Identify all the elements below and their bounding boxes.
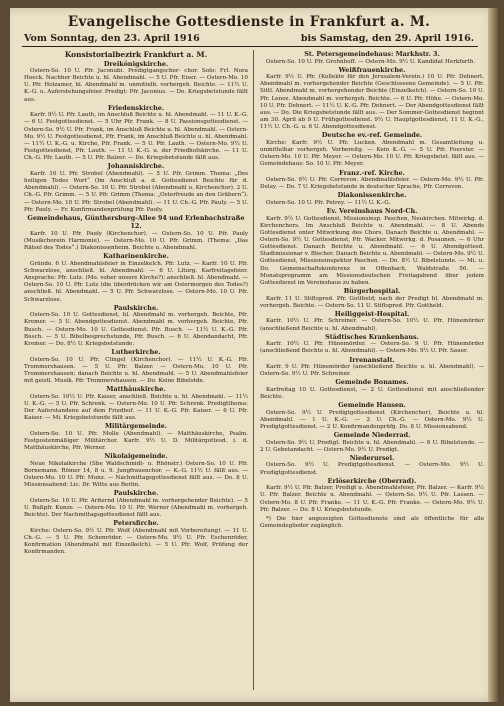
section-text: Karfr. 11 U. Stiftspred. Pfr. Gottheld; nach der Predigt hl. Abendmahl m. vorhergeh. Beichte. — Ostern-So. 11 U. Stiftspred. Pfr. Gottheld. <box>260 295 484 309</box>
section-heading: Städtisches Krankenhaus. <box>325 332 419 341</box>
section-text: Ostern-So. 10 U. Pfr. Grohnhoff. — Ostern-Mo. 9½ U. Kandidat Herkfurth. <box>266 58 476 65</box>
section-text: Karfreitag 10 U. Gottesdienst, — 2 U. Gottesdienst mit anschließender Beichte. <box>260 386 484 400</box>
section-heading: Lutherkirche. <box>111 348 161 356</box>
section-text: Neue Nikolaikirche (Sbe Waldschmidt- u. Rhönstr.) Ostern-So. 10 U. Pfr. Bornemann. Römer 14, 8 u. 9. Jungfrauenchor. — K.-G. 11½ U. fällt aus. — Ostern-Mo. 10 U. Pfr. Munz. — Nachmittagsgottesdienst fällt aus. — Do. 8 U. Missionsabend: Lic. Dr. Witte aus Berlin. <box>24 460 248 489</box>
book-binding-edge <box>488 8 498 702</box>
section-text: Karfr. 9½ U. Pfr. Balzer, Predigt u. Abendmahlsfeier, Pfr. Balzer. — Karfr. 9½ U. Pfr. Balzer. Beichte u. Abendmahl. — Ostern-So. 9½ U. Pfr. Lassen. — Ostern-Mo. 8 U. Pfr. Franke. — 11 U. K.-G. Pfr. Franke. — Ostern-Mo. 9½ U. Pfr. Balzer. — Do. 8 U. Kriegsbetstunde. <box>260 485 484 513</box>
page-title: Evangelische Gottesdienste in Frankfurt a. M. <box>67 14 431 30</box>
section-heading: St. Petersgemeindehaus: Markhstr. 3. <box>304 50 440 58</box>
column-divider <box>253 50 254 690</box>
section-text: Karfr. 10 U. Pfr. Strobel (Abendmahl). — 5 U. Pfr. Grimm. Thema: „Des heiligen Todes Wort“ (Im Anschluß a. d. Gottesdienst Beichte für d. Abendmahl). — Ostern-So. 10 U. Pfr. Strobel (Abendmahl u. Kirchenchor). 2 U. Ch.-G. Pfr. Grimm. — 5 U. Pfr. Grimm (Thema: „Osterfreude an den Gräbern“). — Ostern-Mo. 10 U. Pfr. Strobel (Abendmahl). — 11 U. Ch.-G. Pfr. Pauly. — 5 U. Pfr. Pauly. — Fr. Konfirmandenprüfung Pfr. Pauly. <box>24 170 248 213</box>
section-text: Ostern-So. 9½ U. Predigtgottesdienst. — Ostern-Mo. 9½ U. Predigtgottesdienst. <box>260 462 484 476</box>
section-heading: Bürgerhospital. <box>343 287 401 296</box>
section-heading: Heiliggeist-Hospital. <box>334 309 410 318</box>
section-heading: Johanniskirche. <box>107 162 165 171</box>
section-text: Karfr. 9½ U. Pfr. (Kollekte für den Jerusalem-Verein.) 10 U. Pfr. Dehnert. Abendmahl m. vorhergehender Beichte (Geschlossene Gemeinde). — 5 U. Pfr. Sittl. Abendmahl m. vorhergehender Beichte (Einzelkelch). — Ostern-So. 10 U. Pfr. Lenoz. Abendmahl m. vorhergeh. Beichte. — 6 U. Pfr. Höhe. — Ostern-Mo. 10 U. Pfr. Dehnert. — 11½ U. K.-G. Pfr. Dehnert. — Der Abendgottesdienst fällt aus. — Do. Die Kriegsbetstunde fällt aus. — Der Sommer-Gottesdienst beginnt am 30. April ab 9 U. Frühgottesdienst. 9½ U. Hauptgottesdienst, 11 U. K.-G., 11½ U. Ch.-G. u. 6 U. Abendgottesdienst. <box>260 74 485 131</box>
section-heading: Deutsche ev.-ref. Gemeinde. <box>321 131 423 140</box>
section-heading: Nikolaigemeinde. <box>104 452 168 461</box>
section-heading: Diakonissenkirche. <box>337 191 407 200</box>
section-text: Ostern-So. 10 U. Pfr. Petrey. — 11½ U. K.-G. <box>266 199 391 206</box>
newspaper-page <box>10 8 498 702</box>
section-heading: Ev. Vereinshaus Nord-Ch. <box>326 207 418 215</box>
section-text: Karfr. 10½ U. Pfr. Schreiner. — Ostern-So. 10½ U. Pfr. Hünemörder (anschließend Beichte u. hl. Abendmahl). <box>260 318 484 332</box>
section-text: Karfr. 10½ U. Pfr. Hünemörder. — Ostern-So. 9 U. Pfr. Hünemörder (anschließend Beichte u. hl. Abendmahl). — Ostern-Mo. 9½ U. Pfr. Sauer. <box>260 341 484 355</box>
section-text: Ostern-So. 10 U. Pfr. Jaconubi. Predigtgangscher- chor. Solo: Frl. Nora Hoeck. Nachher Beichte u. hl. Abendmahl. — 5 U. Pfr. Eiser. — Ostern-Mo. 10 U. Pfr. Holzamer, hl. Abendmahl m. unmittelb. vorhergeh. Beichte. — 11½ U. K.-G. u. Auferstehungsfeier. Predigt: Pfr. Jaconius. — Do. Kriegsbetstunde fällt aus. <box>24 68 248 103</box>
section-text: Ostern-So. 10 U. Pfr. Ariternd (Abendmahl m. vorhergehender Beichte). — 5 U. Bußpfr. Kunze. — Ostern-Mo. 10 U. Pfr. Werner (Abendmahl m. vorhergeh. Beichte). Der Nachmittagsgottesdienst fällt aus. <box>24 497 248 519</box>
section-text: Ostern-So. 10½ U. Pfr. Kaiser, anschließ. Beichte u. hl. Abendmahl. — 11½ U. K.-G. — 5 U. Pfr. Schrenk. — Ostern-Mo. 10 U. Pfr. Schrenk. Predigtthema: Der Auferstandene auf dem Friedhof. — 11 U. K.-G. Pfr. Kaiser. — 6 U. Pfr. Kaiser. — Mi. Kriegsbetstunde fällt aus. <box>24 393 248 422</box>
section-heading: Gemeinde Bonames. <box>335 378 409 387</box>
header-rule <box>22 46 478 47</box>
section-text: Gründo. 6 U. Abendmahlsfeier in Einzelkelch. Pfr. Lutz. — Karfr. 10 U. Pfr. Schwarzlose, anschließ. hl. Abendmahl. — 6 U. Liturg. Karfreitagsfeier. Ansprache: Pfr. Lutz. (Mo. voher unsere Kirche?): anschließ. hl. Abendmahl. — Ostern-So. 10 U. Pfr. Lutz (die überdrücken wir am Ostermorgen des Todes?) anschließ. hl. Abendmahl. — 5 U. Pfr. Schwarzlose. — Ostern-Mo. 10 U. Pfr. Schwarzlose. <box>24 260 248 303</box>
section-text: Karfr. 10 U. Pfr. Pauly (Kirchenchor). — Ostern-So. 10 U. Pfr. Pauly (Musikchorein Harmonie). — Ostern-Mo. 10 U. Pfr. Grimm. (Thema: „Das Rätsel des Todes“.) Diakonissenheim. Beichte u. Abendmahl. <box>24 230 248 252</box>
section-heading: Petersfirche. <box>113 519 159 528</box>
section-heading: Irrenanstalt. <box>349 355 395 364</box>
section-text: Ostern-So. 9½ U. Predigt. Beichte u. hl. Abendmahl. — 8 U. Bibelstunde. — 2 U. Gebetandacht. — Ostern-Mo. 9½ U. Predigt. <box>260 439 484 453</box>
section-text: *) Die hier angezeigten Gottesdienste sind als öffentliche für alle Gemeindeglieder zugänglich. <box>260 515 484 529</box>
section-heading: Gemeinde Hausen. <box>338 401 406 410</box>
section-heading: Katharinenkirche. <box>103 252 169 261</box>
section-text: Kirche: Ostern-So. 9½ U. Pfr. Wolf (Abendmahl mit Vorbereitung). — 11 U. Ch.-G. — 5 U. Pfr. Schenröder. — Ostern-Mo. 9½ U. Pfr. Eschenröder, Konfirmation (Abendmahl mit Einzelkelch). — 5 U. Pfr. Wolf, Prüfung der Konfirmanden. <box>24 527 248 556</box>
section-heading: Erlöserkirche (Oberrad). <box>327 476 417 485</box>
section-text: Karfr. 9½ U. Pfr. Lauth, im Anschluß Beichte u. hl. Abendmahl. — 11 U. K.-G. — 6 U. Festgottesdienst. — 5 Uhr Pfr. Frank. — 8 U. Passionsgottesdienst. — Ostern-So. 9½ U. Pfr. Frank, im Anschluß Beichte u. hl. Abendmahl. — Ostern-Mo. 9½ U. Festgottesdienst, Pfr. Frank, im Anschluß Beichte u. hl. Abendmahl. — 11½ U. K.-G. u. Kirche, Pfr. Frank. — 5 U. Pfr. Lauth. — Ostern-Mo. 9½ U. Festgottesdienst, Pfr. Lauth. — 11 U. K.-G. u. der Friedhofskirche. — 11 U. Ch.-G. Pfr. Lauth. — 5 U. Pfr. Balzer. — Do. Kriegsbetstunde fällt aus. <box>24 112 248 162</box>
section-heading: Weißfrauenkirche. <box>338 65 406 74</box>
section-heading: Paulskirche. <box>113 489 159 498</box>
section-text: Karfr. 9 U. Pfr. Hünemörder (anschließend Beichte u. hl. Abendmahl). — Ostern-So. 9½ U. Pfr. Schreiner. <box>260 364 484 378</box>
date-end: bis Samstag, den 29. April 1916. <box>300 33 474 44</box>
right-column <box>260 50 484 530</box>
date-range <box>24 33 474 44</box>
section-text: Ostern-So. 9½ U. Pfr. Correvon. Abendmahlsfeier. — Ostern-Mo. 9½ U. Pfr. Delay. — Do. 7 U. Kriegsbetstunde in deutscher Sprache, Pfr. Correvon. <box>260 177 484 191</box>
left-column <box>24 50 248 556</box>
section-heading: Friedenskirche. <box>107 103 165 112</box>
section-text: Ostern-So. 10 U. Pfr. Clingel (Kirchenchor). — 11½ U. K.-G. Pfr. Trommershausen. — 5 U. Pfr. Balzer. — Ostern-Mo. 10 U. Pfr. Trommershausen; danach Beichte u. hl. Abendmahl. — 5 U. Abendmahlsfeier mit geistl. Musik. Pfr. Trommershausen. — Do. Keine Bibelstde. <box>24 356 248 384</box>
section-heading: Gemeindehaus, Günthersburg-Allee 94 und Erlenbachstraße 12. <box>27 213 245 231</box>
section-heading: Paulskirche. <box>113 303 159 312</box>
section-heading: Konsistorialbezirk Frankfurt a. M. <box>64 50 208 59</box>
section-heading: Gemeinde Niederrad. <box>333 431 411 440</box>
section-text: Ostern-So. 10 U. Gottesdienst, hl. Abendmahl m. vorhergeh. Beichte, Pfr. Kremer. — 5 U. Abendgottesdienst. Abendmahl m. vorhergeh. Beichte, Pfr. Busch. — Ostern-Mo. 10 U. Gottesdienst. Pfr. Busch. — 11½ U. K.-G. Pfr. Busch. — 5 U. Bibelbesprechstunde, Pfr. Busch. — 6 U. Abendandacht, Pfr. Kremer. — Do. 8½ U. Kriegsbetstunde. <box>24 312 248 347</box>
section-heading: Militärgemeinde. <box>104 422 167 431</box>
section-text: Karfr. 9½ U. Gottesdienst, Missionsinsp. Paschen, Neukirchen. Mitwirkg. d. Kirchenchors. Im Anschluß Beichte u. Abendmahl. — 8 U. Abends Gottesdienst unter Mitwirkung des Chors. Danach Beichte u. Abendmahl. — Ostern-So. 9½ U. Gottesdienst, Pfr. Wacker. Mitwirkg. d. Posaunen. — 6 Uhr Gottesdienst. Danach Beichte u. Abendmahl. — 6 U. Abendgottesd. Stadtmissionar v. Blecher. Danach Beichte u. Abendmahl. — Ostern-Mo. 9½ U. Gottesdienst, Missionsinspektor Paschen. — Do. 8½ U. Bibelstunde. — Mi. u. Do. Gemeinschaftskonferenz in Offenbach, Waldstraße 56. — Monatsprogramm am Missionsdeutschen Freitagabend über jedem Gottesdienst im Vereinshaus zu haben. <box>260 215 484 286</box>
section-text: Ostern-So. 10 U. Pfr. Molle (Abendmahl). — Matthäuskirche, Psalm. Festpostenmäßiger Militärchor. Karfr. 9½ U. D. Militärgottesd. i. d. Matthäuskirche, Pfr. Werner. <box>24 430 248 452</box>
section-heading: Niederursel. <box>349 453 395 462</box>
section-heading: Franz.-ref. Kirche. <box>339 168 405 177</box>
section-heading: Matthäuskirche. <box>106 385 166 394</box>
date-start: Vom Sonntag, den 23. April 1916 <box>24 33 200 44</box>
section-text: Kirche: Karfr. 9½ U. Pfr. Lucken. Abendmahl m. Gesamtleitung u. unmittelbar vorhergeh. Vorbereitg. — Kein K.-G. — 5 U. Pfr. Foerster. — Ostern-Mo. 10 U. Pfr. Meyer. — Ostern-Mo. 10 U. Pfr. Kriegsbetst. fällt aus. — Gemeindehaus: So. 10 U. Pfr. Meyer. <box>260 139 484 168</box>
section-heading: Dreikönigskirche. <box>103 59 169 68</box>
section-text: Ostern-So. 9½ U. Predigtgottesdienst (Kirchenchor), Beichte u. hl. Abendmahl. — 1 U. K.-G. — 2 U. Ch.-G. — Ostern-Mo. 9½ U. Predigtgottesdienst. — 2 U. Konfirmandenprüfg. Do. 8 U. Missionsabend. <box>260 409 484 430</box>
